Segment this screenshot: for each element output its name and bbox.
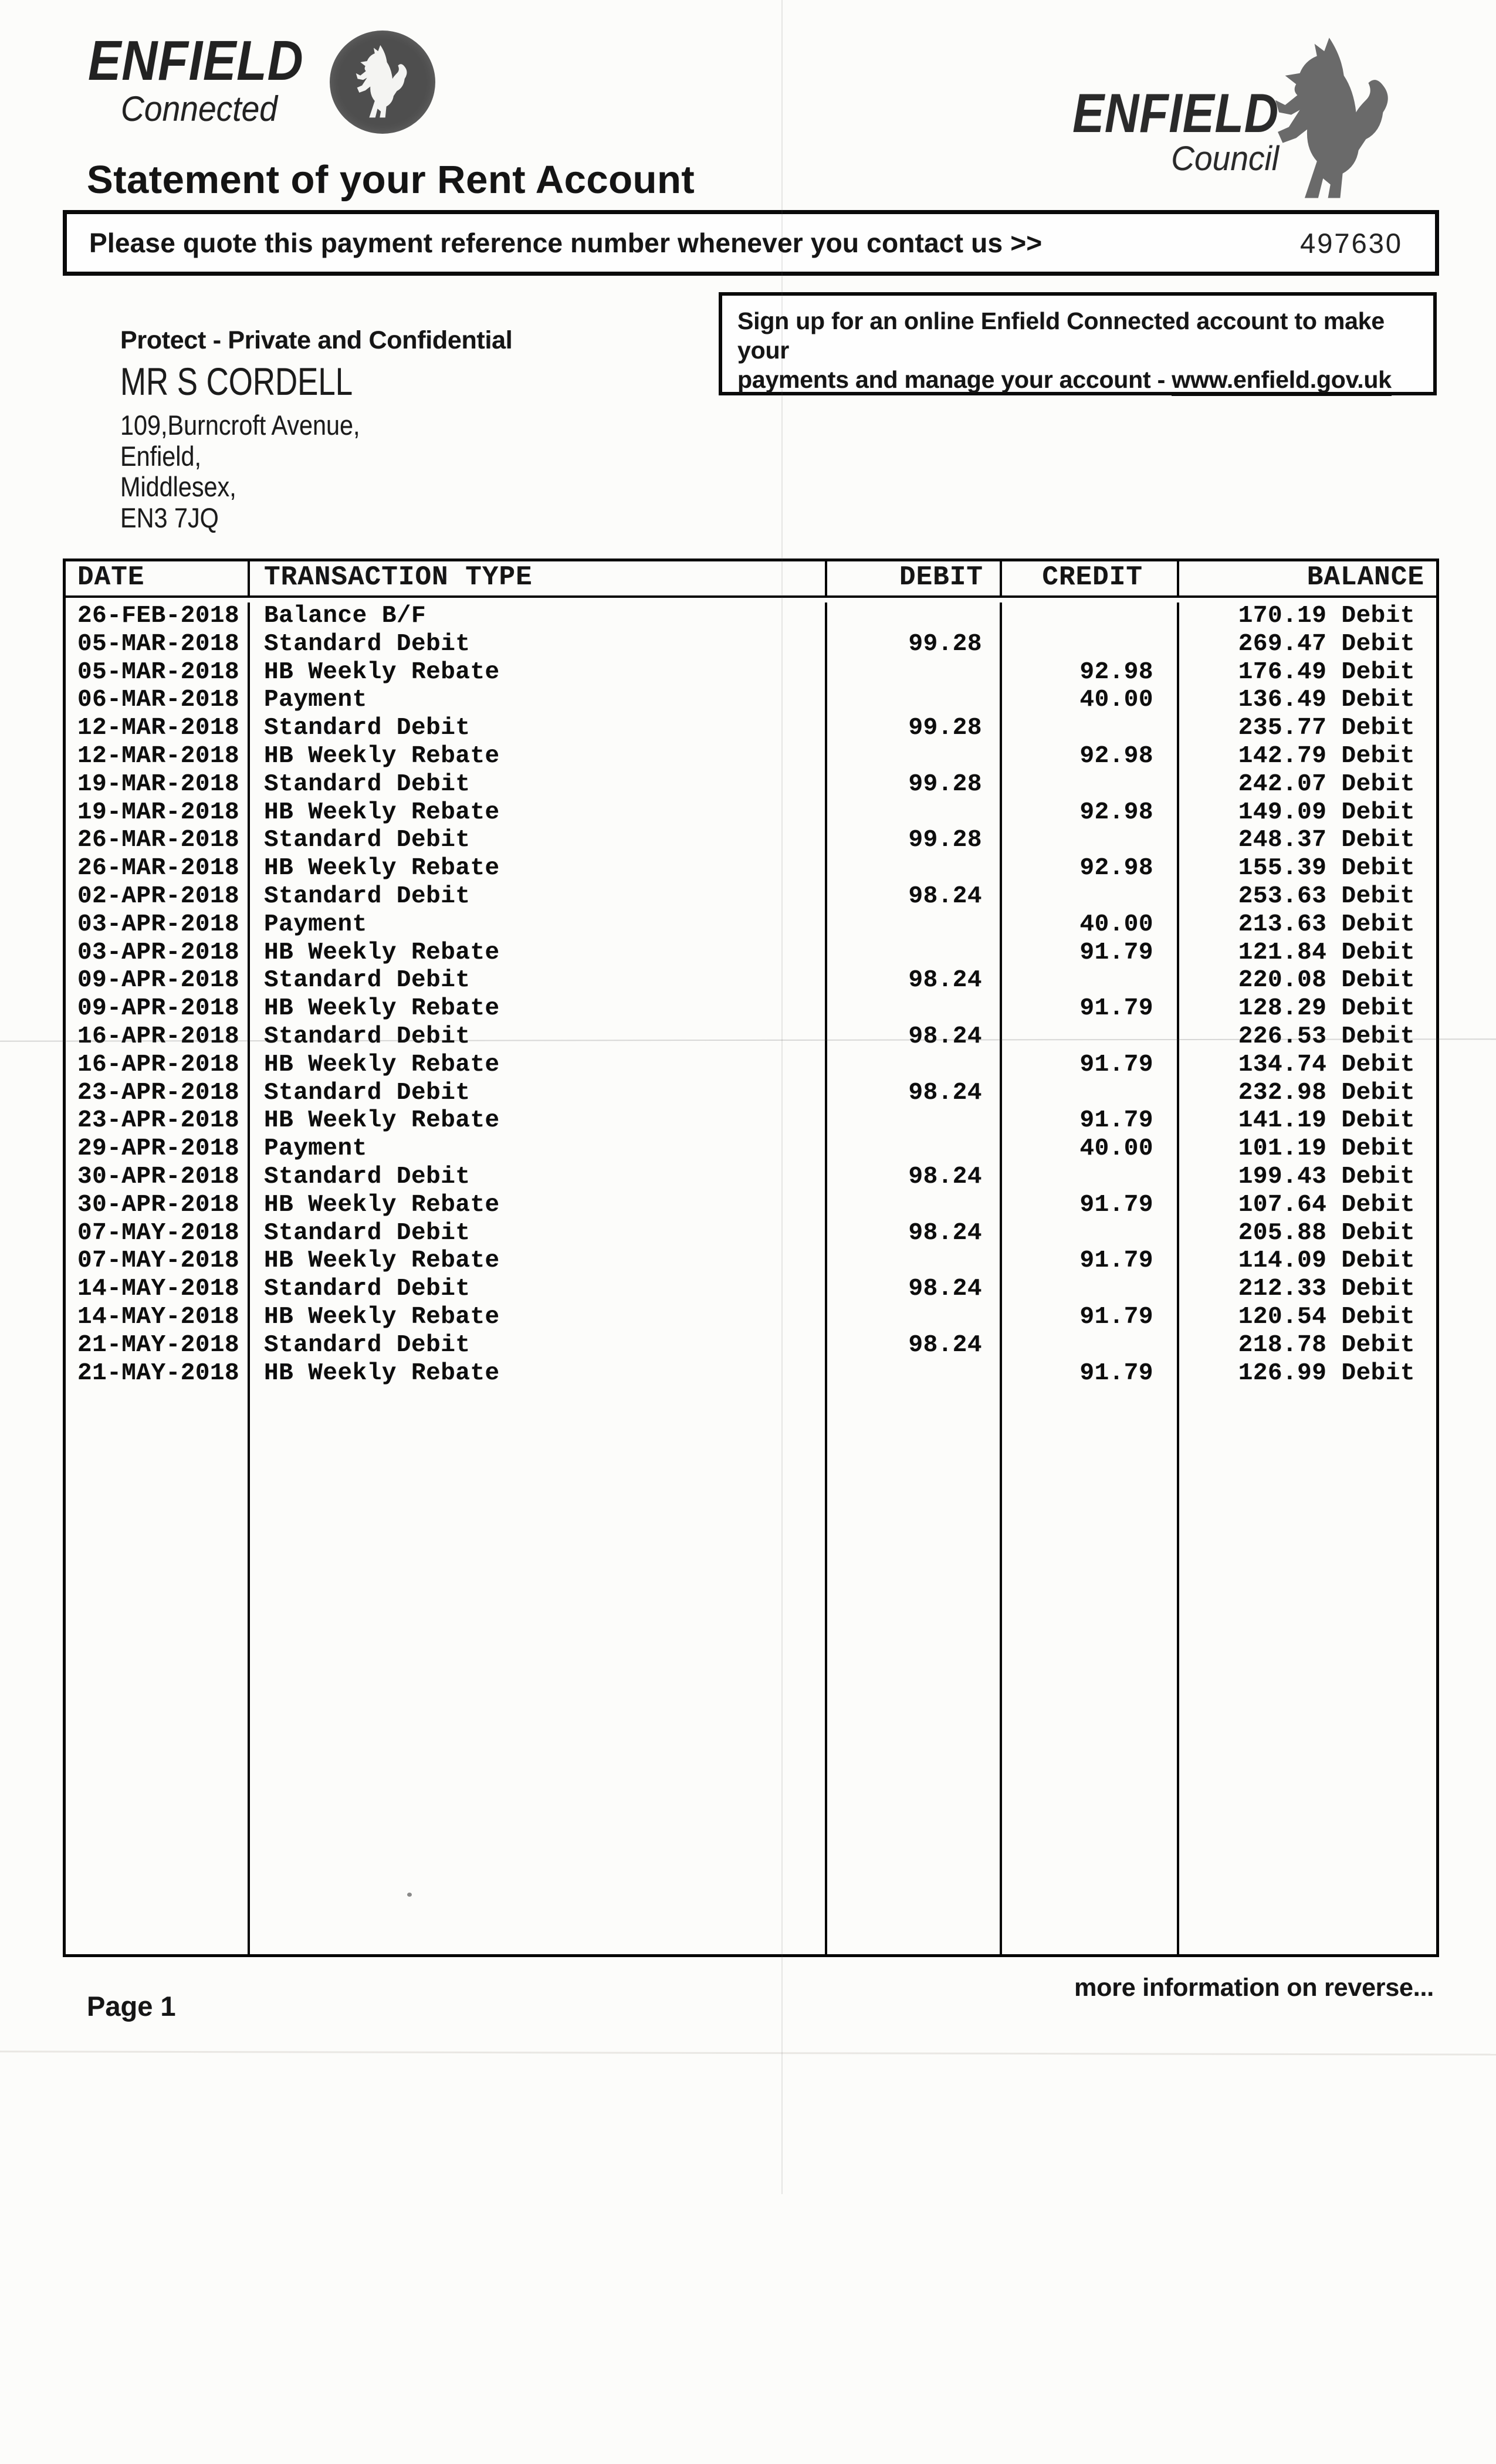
- cell-debit: [827, 855, 1002, 883]
- cell-type: Balance B/F: [250, 603, 827, 631]
- table-row: [66, 743, 1436, 771]
- cell-debit: 98.24: [827, 1079, 1002, 1108]
- cell-date: 19-MAR-2018: [66, 771, 250, 799]
- cell-debit: [827, 911, 1002, 939]
- cell-date: 02-APR-2018: [66, 883, 250, 911]
- table-row: [66, 603, 1436, 631]
- scan-speck: [407, 1893, 412, 1897]
- enfield-beast-icon: [1260, 34, 1408, 205]
- cell-date: 26-MAR-2018: [66, 827, 250, 855]
- cell-date: 05-MAR-2018: [66, 659, 250, 687]
- empty-cell: [827, 1387, 1002, 1954]
- cell-date: 03-APR-2018: [66, 939, 250, 967]
- cell-date: 14-MAY-2018: [66, 1304, 250, 1332]
- cell-balance: 242.07 Debit: [1238, 770, 1415, 798]
- cell-debit: [827, 995, 1002, 1023]
- cell-credit: [1002, 715, 1179, 743]
- cell-debit: 98.24: [827, 1163, 1002, 1192]
- cell-type: Standard Debit: [250, 1023, 827, 1051]
- cell-date: 07-MAY-2018: [66, 1220, 250, 1248]
- cell-credit: [1002, 827, 1179, 855]
- table-body: [66, 598, 1436, 1387]
- table-row: [66, 883, 1436, 911]
- table-row: [66, 939, 1436, 967]
- privacy-notice: Protect - Private and Confidential: [120, 326, 513, 354]
- column-header-date: DATE: [66, 561, 250, 595]
- cell-type: Standard Debit: [250, 1220, 827, 1248]
- cell-balance: 136.49 Debit: [1238, 686, 1415, 714]
- cell-date: 19-MAR-2018: [66, 799, 250, 827]
- table-row: [66, 799, 1436, 827]
- cell-credit: 91.79: [1002, 939, 1179, 967]
- cell-debit: 98.24: [827, 1220, 1002, 1248]
- cell-debit: 99.28: [827, 771, 1002, 799]
- cell-type: Standard Debit: [250, 631, 827, 659]
- table-row: [66, 1332, 1436, 1360]
- cell-type: HB Weekly Rebate: [250, 743, 827, 771]
- page-number-label: Page 1: [87, 1991, 176, 2022]
- cell-credit: [1002, 967, 1179, 995]
- cell-balance: 149.09 Debit: [1238, 798, 1415, 826]
- empty-cell: [66, 1387, 250, 1954]
- online-account-signup-box: [719, 292, 1437, 395]
- cell-debit: [827, 603, 1002, 631]
- cell-date: 06-MAR-2018: [66, 686, 250, 715]
- table-row: [66, 659, 1436, 687]
- cell-debit: [827, 1192, 1002, 1220]
- cell-type: HB Weekly Rebate: [250, 1247, 827, 1275]
- cell-balance: 141.19 Debit: [1238, 1107, 1415, 1135]
- cell-date: 21-MAY-2018: [66, 1360, 250, 1388]
- cell-type: Payment: [250, 686, 827, 715]
- cell-credit: 40.00: [1002, 1135, 1179, 1163]
- cell-credit: [1002, 1220, 1179, 1248]
- cell-credit: 91.79: [1002, 1304, 1179, 1332]
- cell-balance: 205.88 Debit: [1238, 1219, 1415, 1247]
- empty-cell: [250, 1387, 827, 1954]
- cell-credit: [1002, 1023, 1179, 1051]
- cell-balance: 232.98 Debit: [1238, 1079, 1415, 1106]
- empty-cell: [1002, 1387, 1179, 1954]
- cell-debit: 99.28: [827, 715, 1002, 743]
- cell-credit: [1002, 603, 1179, 631]
- payment-reference-bar: [63, 210, 1439, 276]
- cell-debit: 98.24: [827, 1023, 1002, 1051]
- cell-credit: [1002, 1275, 1179, 1304]
- table-row: [66, 827, 1436, 855]
- cell-type: Standard Debit: [250, 1275, 827, 1304]
- signup-line-1: Sign up for an online Enfield Connected account to make your: [737, 307, 1385, 364]
- cell-date: 16-APR-2018: [66, 1051, 250, 1079]
- cell-debit: [827, 1360, 1002, 1388]
- cell-debit: [827, 1304, 1002, 1332]
- enfield-website-url: www.enfield.gov.uk: [1172, 366, 1392, 396]
- table-row: [66, 1135, 1436, 1163]
- cell-balance: 155.39 Debit: [1238, 855, 1415, 882]
- cell-type: HB Weekly Rebate: [250, 659, 827, 687]
- cell-debit: [827, 799, 1002, 827]
- payment-reference-number: 497630: [1300, 227, 1403, 259]
- cell-date: 05-MAR-2018: [66, 631, 250, 659]
- column-header-transaction-type: TRANSACTION TYPE: [250, 561, 827, 595]
- enfield-council-brand: ENFIELD: [1072, 82, 1279, 144]
- cell-credit: [1002, 1163, 1179, 1192]
- column-header-credit: CREDIT: [1002, 561, 1179, 595]
- address-line: 109,Burncroft Avenue,: [120, 409, 360, 441]
- cell-debit: [827, 686, 1002, 715]
- table-header-row: [66, 561, 1436, 598]
- table-row: [66, 911, 1436, 939]
- enfield-connected-sub: Connected: [121, 89, 278, 129]
- cell-credit: 91.79: [1002, 1107, 1179, 1135]
- cell-type: Payment: [250, 1135, 827, 1163]
- cell-balance: 213.63 Debit: [1238, 911, 1415, 938]
- enfield-connected-brand: ENFIELD: [88, 29, 304, 92]
- cell-type: Standard Debit: [250, 827, 827, 855]
- cell-type: Standard Debit: [250, 1079, 827, 1108]
- cell-balance: 120.54 Debit: [1238, 1303, 1415, 1331]
- cell-date: 14-MAY-2018: [66, 1275, 250, 1304]
- table-row: [66, 771, 1436, 799]
- cell-date: 23-APR-2018: [66, 1107, 250, 1135]
- enfield-beast-icon: [353, 43, 412, 121]
- cell-balance: 176.49 Debit: [1238, 658, 1415, 686]
- cell-date: 26-FEB-2018: [66, 603, 250, 631]
- scan-crease-line: [0, 2050, 1496, 2055]
- cell-balance: 212.33 Debit: [1238, 1275, 1415, 1303]
- column-header-balance: BALANCE: [1307, 562, 1424, 593]
- table-row: [66, 1360, 1436, 1388]
- address-line: Enfield,: [120, 440, 201, 472]
- cell-balance: 226.53 Debit: [1238, 1023, 1415, 1050]
- table-row: [66, 1220, 1436, 1248]
- cell-debit: [827, 1051, 1002, 1079]
- table-row: [66, 855, 1436, 883]
- cell-debit: 98.24: [827, 1275, 1002, 1304]
- table-row: [66, 1163, 1436, 1192]
- enfield-council-logo: [991, 82, 1279, 178]
- cell-type: HB Weekly Rebate: [250, 1051, 827, 1079]
- page-title: Statement of your Rent Account: [87, 158, 695, 202]
- cell-credit: 92.98: [1002, 799, 1179, 827]
- cell-balance: 128.29 Debit: [1238, 995, 1415, 1023]
- address-postcode: EN3 7JQ: [120, 502, 219, 533]
- table-row: [66, 686, 1436, 715]
- cell-credit: 91.79: [1002, 1360, 1179, 1388]
- signup-line-2: [737, 365, 1418, 394]
- cell-balance: 114.09 Debit: [1238, 1247, 1415, 1275]
- cell-type: Standard Debit: [250, 715, 827, 743]
- table-row: [66, 1247, 1436, 1275]
- recipient-name: MR S CORDELL: [120, 360, 353, 403]
- cell-debit: 98.24: [827, 967, 1002, 995]
- cell-date: 16-APR-2018: [66, 1023, 250, 1051]
- cell-date: 26-MAR-2018: [66, 855, 250, 883]
- cell-type: Standard Debit: [250, 883, 827, 911]
- cell-type: Standard Debit: [250, 771, 827, 799]
- cell-debit: [827, 1247, 1002, 1275]
- cell-credit: 91.79: [1002, 995, 1179, 1023]
- enfield-council-sub: Council: [1171, 140, 1279, 178]
- table-row: [66, 631, 1436, 659]
- cell-balance: 235.77 Debit: [1238, 715, 1415, 742]
- cell-date: 07-MAY-2018: [66, 1247, 250, 1275]
- cell-type: HB Weekly Rebate: [250, 1192, 827, 1220]
- cell-date: 29-APR-2018: [66, 1135, 250, 1163]
- cell-debit: [827, 743, 1002, 771]
- scan-fold-line-vertical: [781, 0, 783, 2194]
- cell-debit: [827, 1107, 1002, 1135]
- cell-type: Standard Debit: [250, 1163, 827, 1192]
- cell-balance: 107.64 Debit: [1238, 1191, 1415, 1219]
- table-row: [66, 1051, 1436, 1079]
- table-row: [66, 995, 1436, 1023]
- table-row: [66, 967, 1436, 995]
- cell-balance: 253.63 Debit: [1238, 882, 1415, 910]
- cell-date: 09-APR-2018: [66, 967, 250, 995]
- cell-date: 03-APR-2018: [66, 911, 250, 939]
- cell-debit: [827, 1135, 1002, 1163]
- cell-date: 30-APR-2018: [66, 1163, 250, 1192]
- cell-balance: 126.99 Debit: [1238, 1359, 1415, 1387]
- table-row: [66, 1192, 1436, 1220]
- cell-date: 21-MAY-2018: [66, 1332, 250, 1360]
- address-line: Middlesex,: [120, 471, 236, 503]
- cell-balance: 121.84 Debit: [1238, 939, 1415, 966]
- signup-line-2-text: payments and manage your account -: [737, 366, 1172, 394]
- cell-date: 09-APR-2018: [66, 995, 250, 1023]
- cell-type: HB Weekly Rebate: [250, 799, 827, 827]
- table-row: [66, 1079, 1436, 1108]
- cell-type: HB Weekly Rebate: [250, 1107, 827, 1135]
- cell-type: HB Weekly Rebate: [250, 855, 827, 883]
- cell-balance: 170.19 Debit: [1238, 603, 1415, 629]
- cell-credit: 92.98: [1002, 659, 1179, 687]
- table-row: [66, 1023, 1436, 1051]
- cell-debit: 99.28: [827, 631, 1002, 659]
- cell-credit: 92.98: [1002, 855, 1179, 883]
- payment-reference-label: Please quote this payment reference number whenever you contact us >>: [89, 228, 1043, 258]
- table-row: [66, 715, 1436, 743]
- cell-debit: [827, 659, 1002, 687]
- enfield-connected-crest: [330, 31, 435, 134]
- cell-credit: [1002, 1332, 1179, 1360]
- cell-type: HB Weekly Rebate: [250, 1304, 827, 1332]
- cell-debit: [827, 939, 1002, 967]
- cell-debit: 98.24: [827, 883, 1002, 911]
- cell-balance: 142.79 Debit: [1238, 742, 1415, 770]
- cell-credit: 92.98: [1002, 743, 1179, 771]
- cell-date: 30-APR-2018: [66, 1192, 250, 1220]
- cell-balance: 248.37 Debit: [1238, 827, 1415, 854]
- cell-credit: [1002, 771, 1179, 799]
- cell-balance: 134.74 Debit: [1238, 1051, 1415, 1078]
- cell-credit: [1002, 1079, 1179, 1108]
- cell-type: HB Weekly Rebate: [250, 995, 827, 1023]
- cell-debit: 98.24: [827, 1332, 1002, 1360]
- rent-statement-table: [63, 559, 1439, 1957]
- cell-balance: 218.78 Debit: [1238, 1331, 1415, 1359]
- table-row: [66, 1304, 1436, 1332]
- cell-date: 23-APR-2018: [66, 1079, 250, 1108]
- table-empty-area: [66, 1387, 1436, 1954]
- cell-balance: 269.47 Debit: [1238, 630, 1415, 658]
- cell-type: HB Weekly Rebate: [250, 939, 827, 967]
- more-information-note: more information on reverse...: [1074, 1974, 1434, 2002]
- cell-credit: 91.79: [1002, 1192, 1179, 1220]
- cell-balance: 199.43 Debit: [1238, 1163, 1415, 1190]
- cell-credit: 91.79: [1002, 1247, 1179, 1275]
- cell-type: HB Weekly Rebate: [250, 1360, 827, 1388]
- cell-credit: [1002, 883, 1179, 911]
- cell-credit: 40.00: [1002, 911, 1179, 939]
- table-row: [66, 1275, 1436, 1304]
- cell-credit: [1002, 631, 1179, 659]
- cell-type: Standard Debit: [250, 1332, 827, 1360]
- table-row: [66, 1107, 1436, 1135]
- recipient-address-block: [120, 326, 695, 534]
- cell-debit: 99.28: [827, 827, 1002, 855]
- cell-type: Payment: [250, 911, 827, 939]
- empty-cell: [1179, 1387, 1436, 1954]
- cell-balance: 101.19 Debit: [1238, 1135, 1415, 1163]
- cell-type: Standard Debit: [250, 967, 827, 995]
- cell-credit: 40.00: [1002, 686, 1179, 715]
- cell-credit: 91.79: [1002, 1051, 1179, 1079]
- cell-date: 12-MAR-2018: [66, 715, 250, 743]
- cell-date: 12-MAR-2018: [66, 743, 250, 771]
- column-header-debit: DEBIT: [827, 561, 1002, 595]
- cell-balance: 220.08 Debit: [1238, 967, 1415, 994]
